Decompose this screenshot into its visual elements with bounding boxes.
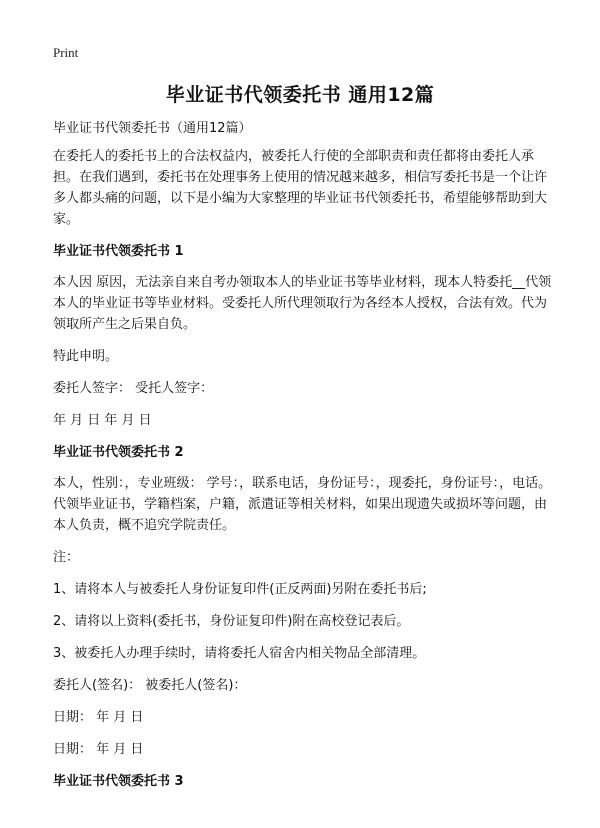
section-2-note-item: 3、被委托人办理手续时，请将委托人宿舍内相关物品全部清理。 (53, 646, 426, 661)
section-1-paragraph: 特此申明。 (53, 349, 119, 364)
section-heading-1: 毕业证书代领委托书 1 (53, 244, 184, 259)
section-heading-3: 毕业证书代领委托书 3 (53, 774, 184, 789)
document-body (53, 118, 553, 802)
section-1-paragraph: 本人因 原因，无法亲自来自考办领取本人的毕业证书等毕业材料，现本人特委托__代领本人的毕业证书等毕业材料。受委托人所代理领取行为各经本人授权，合法有效。代为领取所产生之后果自负。 (53, 275, 552, 332)
section-2-note-label: 注： (53, 550, 80, 565)
document-subtitle: 毕业证书代领委托书（通用12篇） (53, 121, 252, 136)
print-link[interactable]: Print (53, 45, 79, 60)
section-2-signature-line: 委托人(签名)： 被委托人(签名)： (53, 678, 247, 693)
section-heading-2: 毕业证书代领委托书 2 (53, 445, 184, 460)
section-2-date-line: 日期： 年 月 日 (53, 742, 144, 757)
page-title: 毕业证书代领委托书 通用12篇 (165, 84, 435, 106)
section-2-paragraph: 本人，性别：，专业班级： 学号：，联系电话，身份证号：，现委托，身份证号：，电话。代领毕业证书，学籍档案，户籍，派遣证等相关材料，如果出现遗失或损坏等问题，由本人负责，概不追究学院责任。 (53, 476, 552, 533)
section-2-note-item: 2、请将以上资料(委托书，身份证复印件)附在高校登记表后。 (53, 614, 410, 629)
section-1-signature-line: 委托人签字： 受托人签字： (53, 381, 214, 396)
section-1-date-line: 年 月 日 年 月 日 (53, 413, 152, 428)
section-2-note-item: 1、请将本人与被委托人身份证复印件(正反两面)另附在委托书后; (53, 582, 427, 597)
intro-paragraph: 在委托人的委托书上的合法权益内，被委托人行使的全部职责和责任都将由委托人承担。在我们遇到，委托书在处理事务上使用的情况越来越多，相信写委托书是一个让许多人都头痛的问题，以下是小编为大家整理的毕业证书代领委托书，希望能够帮助到大家。 (53, 149, 548, 227)
section-2-date-line: 日期： 年 月 日 (53, 710, 144, 725)
